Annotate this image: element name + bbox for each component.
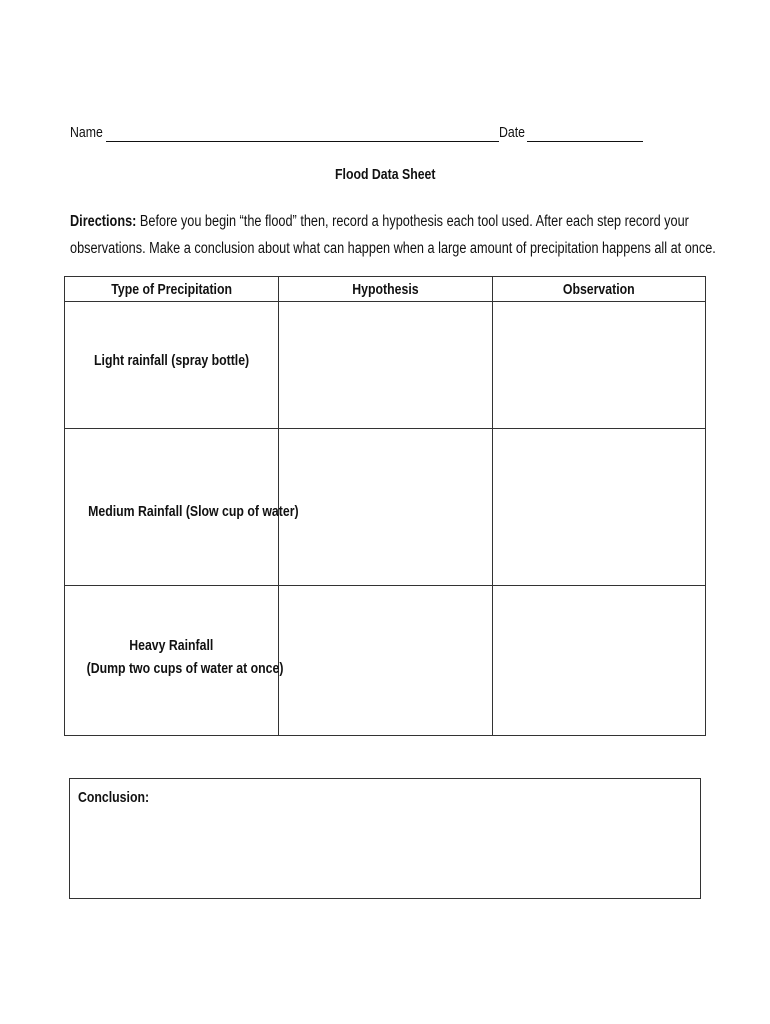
directions-line-1: Before you begin “the flood” then, record a hypothesis each tool used. After each step record your: [136, 213, 689, 230]
observation-cell-heavy[interactable]: [493, 586, 705, 735]
name-label: Name: [70, 124, 103, 141]
header-observation: Observation: [562, 281, 635, 298]
conclusion-box[interactable]: [69, 778, 701, 899]
directions-line-2: observations. Make a conclusion about what can happen when a large amount of precipitation happens all at once.: [70, 240, 716, 257]
name-field-line[interactable]: [106, 141, 499, 142]
hypothesis-cell-heavy[interactable]: [279, 586, 491, 735]
table-row-medium-rainfall: Medium Rainfall (Slow cup of water): [88, 503, 299, 520]
page-title-text: Flood Data Sheet: [334, 166, 436, 183]
observation-cell-medium[interactable]: [493, 429, 705, 585]
date-label: Date: [499, 124, 525, 141]
conclusion-label: Conclusion:: [78, 789, 150, 806]
observation-cell-light[interactable]: [493, 302, 705, 428]
directions-label: Directions:: [70, 213, 137, 230]
flood-data-table: [64, 276, 706, 736]
table-row-heavy-rainfall: Heavy Rainfall (Dump two cups of water at once): [86, 637, 284, 677]
directions-paragraph: [70, 208, 770, 262]
hypothesis-cell-medium[interactable]: [279, 429, 491, 585]
table-row-light-rainfall: Light rainfall (spray bottle): [93, 352, 250, 369]
header-hypothesis: Hypothesis: [351, 281, 419, 298]
hypothesis-cell-light[interactable]: [279, 302, 491, 428]
page-title: [0, 166, 770, 183]
header-type-of-precipitation: Type of Precipitation: [111, 281, 232, 298]
name-date-row: [70, 124, 710, 144]
date-field-line[interactable]: [527, 141, 643, 142]
